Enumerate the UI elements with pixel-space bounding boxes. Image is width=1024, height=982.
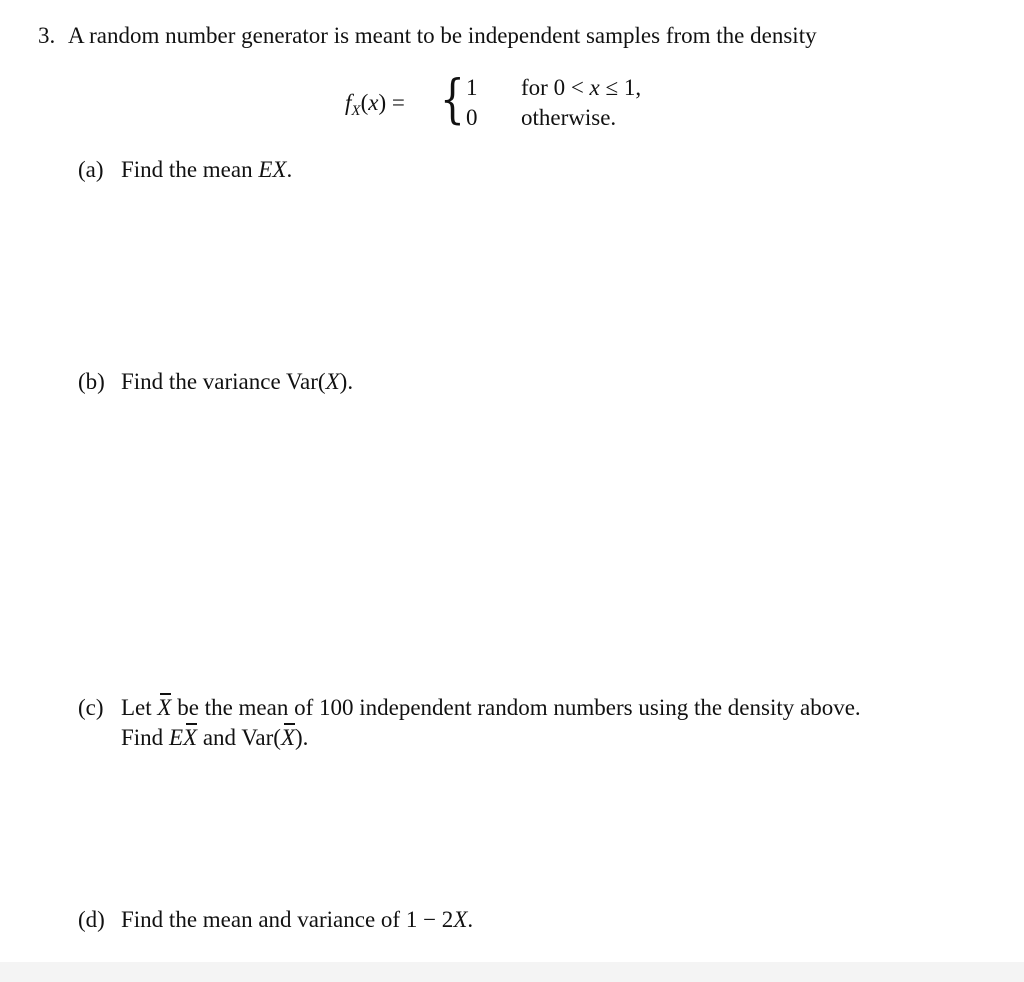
density-open-paren: ( [360, 90, 369, 115]
part-c-label: (c) [78, 695, 104, 720]
density-equals: ) = [378, 90, 405, 115]
part-d-math: X [453, 907, 468, 932]
problem-statement: A random number generator is meant to be independent samples from the density [68, 23, 817, 48]
density-lhs [345, 90, 405, 119]
part-c-and: and Var( [202, 725, 281, 750]
case1-condition [521, 76, 641, 99]
case2-value: 0 [466, 105, 478, 130]
case1-value: 1 [466, 75, 478, 100]
left-brace: { [440, 70, 465, 130]
part-b-body: Find the variance Var( [121, 369, 326, 394]
part-c-line2 [121, 726, 308, 749]
part-c-xbar-3: X [280, 725, 296, 750]
part-c-xbar-2: X [183, 725, 198, 750]
part-c-e: E [168, 725, 183, 750]
part-d-text [121, 908, 473, 931]
part-d-end: . [467, 907, 474, 932]
part-b-math: X [325, 369, 340, 394]
density-subscript: X [351, 103, 361, 119]
part-b-label: (b) [78, 369, 105, 394]
case1-cond-post: ≤ 1, [605, 75, 642, 100]
problem-number: 3. [38, 23, 56, 48]
part-c-rest: be the mean of 100 independent random numbers using the density above. [177, 695, 861, 720]
part-c-find: Find [121, 725, 164, 750]
part-a-text [121, 158, 292, 181]
part-b-text [121, 370, 353, 393]
part-b-end: ). [339, 369, 354, 394]
case1-cond-var: x [589, 75, 600, 100]
page-bottom-edge [0, 962, 1024, 982]
part-d-body: Find the mean and variance of 1 − 2 [121, 907, 454, 932]
density-var: x [368, 90, 379, 115]
part-c-end: ). [295, 725, 309, 750]
part-c-xbar: X [157, 695, 172, 720]
case1-cond-pre: for 0 < [521, 75, 584, 100]
part-a-body: Find the mean [121, 157, 253, 182]
part-c-let: Let [121, 695, 152, 720]
density-f: f [345, 90, 352, 115]
case2-condition: otherwise. [521, 105, 617, 130]
part-a-label: (a) [78, 157, 104, 182]
part-a-math: EX [258, 157, 287, 182]
part-c-line1 [121, 696, 861, 719]
part-a-end: . [286, 157, 293, 182]
part-d-label: (d) [78, 907, 105, 932]
